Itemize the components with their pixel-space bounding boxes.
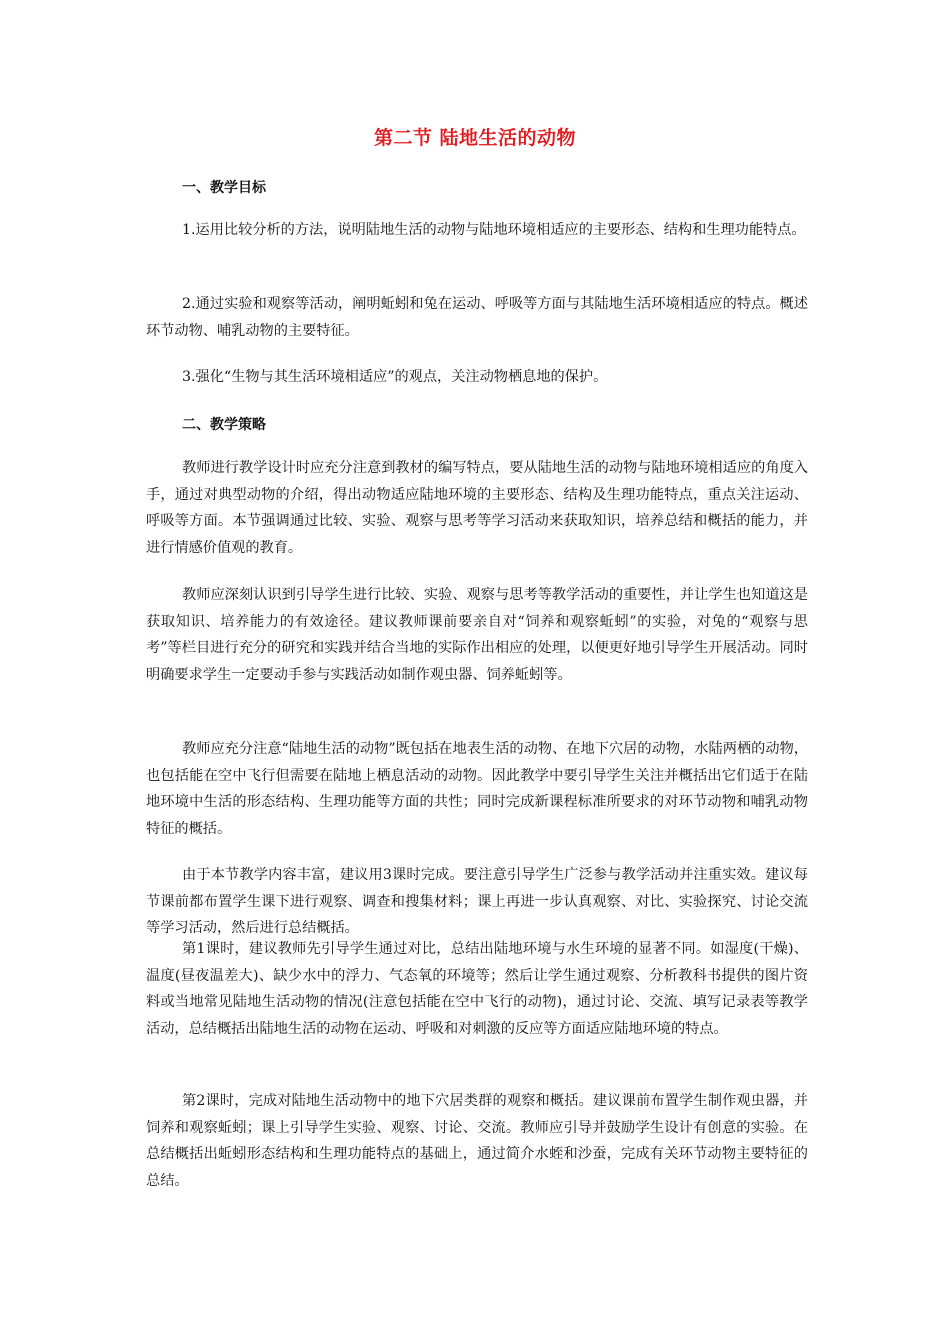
objective-paragraph-2: 2.通过实验和观察等活动，阐明蚯蚓和兔在运动、呼吸等方面与其陆地生活环境相适应的特点。概述环节动物、哺乳动物的主要特征。 [146,296,808,339]
section-heading-strategy: 二、教学策略 [182,417,266,433]
strategy-paragraph-1: 教师进行教学设计时应充分注意到教材的编写特点，要从陆地生活的动物与陆地环境相适应的角度入手，通过对典型动物的介绍，得出动物适应陆地环境的主要形态、结构及生理功能特点，重点关注运动、呼吸等方面。本节强调通过比较、实验、观察与思考等学习活动来获取知识，培养总结和概括的能力，并进行情感价值观的教育。 [146,460,808,556]
strategy-paragraph-2: 教师应深刻认识到引导学生进行比较、实验、观察与思考等教学活动的重要性，并让学生也知道这是获取知识、培养能力的有效途径。建议教师课前要亲自对“饲养和观察蚯蚓”的实验，对兔的“观察与思考”等栏目进行充分的研究和实践并结合当地的实际作出相应的处理，以便更好地引导学生开展活动。同时明确要求学生一定要动手参与实践活动如制作观虫器、饲养蚯蚓等。 [146,587,808,683]
page-title: 第二节 陆地生活的动物 [373,127,577,149]
strategy-paragraph-6: 第2课时，完成对陆地生活动物中的地下穴居类群的观察和概括。建议课前布置学生制作观虫器，并饲养和观察蚯蚓；课上引导学生实验、观察、讨论、交流。教师应引导并鼓励学生设计有创意的实验。在总结概括出蚯蚓形态结构和生理功能特点的基础上，通过简介水蛭和沙蚕，完成有关环节动物主要特征的总结。 [146,1093,808,1189]
strategy-paragraph-3: 教师应充分注意“陆地生活的动物”既包括在地表生活的动物、在地下穴居的动物，水陆两栖的动物，也包括能在空中飞行但需要在陆地上栖息活动的动物。因此教学中要引导学生关注并概括出它们适于在陆地环境中生活的形态结构、生理功能等方面的共性；同时完成新课程标准所要求的对环节动物和哺乳动物特征的概括。 [146,741,808,837]
section-heading-objectives: 一、教学目标 [182,180,266,196]
objective-paragraph-1: 1.运用比较分析的方法，说明陆地生活的动物与陆地环境相适应的主要形态、结构和生理功能特点。 [182,222,806,238]
strategy-paragraph-5: 第1课时，建议教师先引导学生通过对比，总结出陆地环境与水生环境的显著不同。如湿度(干燥)、温度(昼夜温差大)、缺少水中的浮力、气态氧的环境等；然后让学生通过观察、分析教科书提供的图片资料或当地常见陆地生活动物的情况(注意包括能在空中飞行的动物)，通过讨论、交流、填写记录表等教学活动，总结概括出陆地生活的动物在运动、呼吸和对刺激的反应等方面适应陆地环境的特点。 [146,941,808,1037]
objective-paragraph-3: 3.强化“生物与其生活环境相适应”的观点，关注动物栖息地的保护。 [182,369,608,385]
strategy-paragraph-4: 由于本节教学内容丰富，建议用3课时完成。要注意引导学生广泛参与教学活动并注重实效。建议每节课前都布置学生课下进行观察、调查和搜集材料；课上再进一步认真观察、对比、实验探究、讨论交流等学习活动，然后进行总结概括。 [146,867,808,937]
